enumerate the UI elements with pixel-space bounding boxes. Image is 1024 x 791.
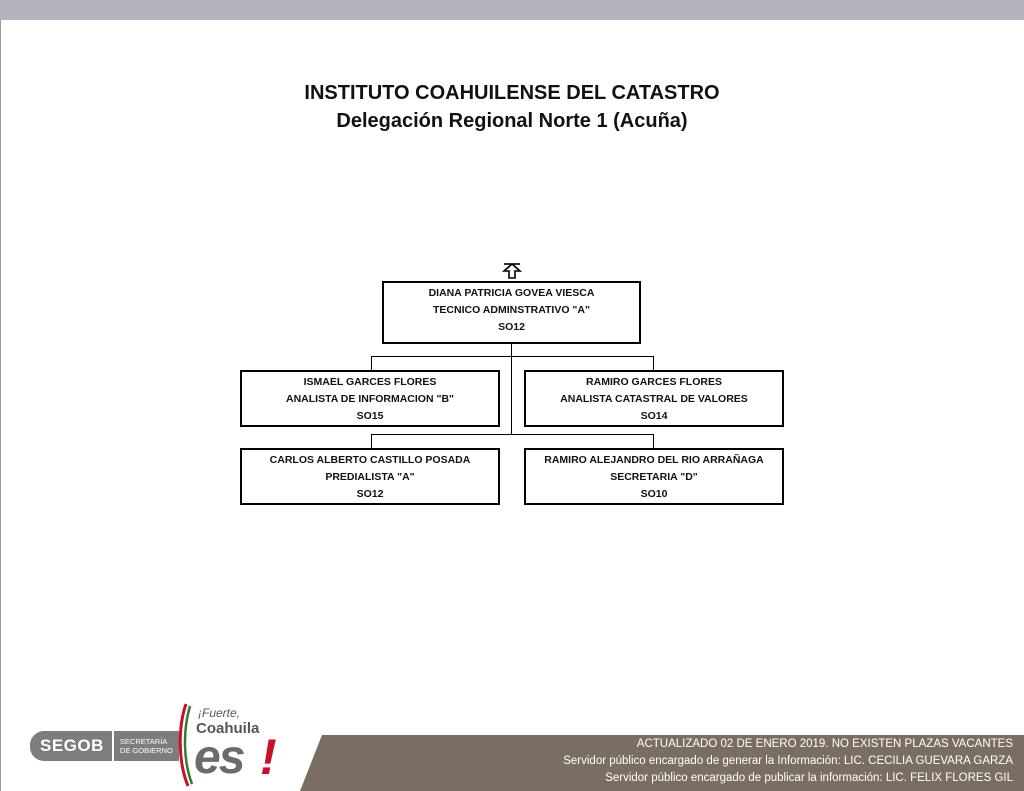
page-title: INSTITUTO COAHUILENSE DEL CATASTRO bbox=[304, 82, 720, 104]
org-box-ismael[interactable] bbox=[240, 370, 500, 427]
connector-row1-left bbox=[371, 356, 372, 371]
coahuila-name: Coahuila bbox=[196, 720, 260, 737]
top-bar bbox=[0, 0, 1024, 20]
segob-logo bbox=[30, 731, 179, 761]
org-box-carlos[interactable] bbox=[240, 448, 500, 505]
org-box-level: SO14 bbox=[640, 410, 668, 422]
org-box-name: CARLOS ALBERTO CASTILLO POSADA bbox=[269, 454, 471, 466]
org-box-ramiro-alejandro[interactable] bbox=[524, 448, 784, 505]
org-box-name: RAMIRO ALEJANDRO DEL RIO ARRAÑAGA bbox=[544, 454, 764, 466]
coahuila-exclamation: ! bbox=[260, 729, 277, 785]
page-subtitle: Delegación Regional Norte 1 (Acuña) bbox=[336, 110, 688, 132]
connector-row1-right bbox=[653, 356, 654, 371]
org-box-level: SO12 bbox=[356, 488, 384, 500]
org-box-name: RAMIRO GARCES FLORES bbox=[586, 376, 722, 388]
org-box-role: TECNICO ADMINSTRATIVO "A" bbox=[433, 304, 590, 316]
segob-logo-main: SEGOB bbox=[30, 731, 112, 761]
footer-generator: Servidor público encargado de generar la Información: LIC. CECILIA GUEVARA GARZA bbox=[563, 755, 1013, 767]
org-box-role: PREDIALISTA "A" bbox=[325, 471, 415, 483]
left-border bbox=[0, 20, 1, 791]
footer-publisher: Servidor público encargado de publicar la información: LIC. FELIX FLORES GIL bbox=[605, 772, 1013, 784]
org-box-head[interactable] bbox=[382, 281, 641, 344]
org-box-name: DIANA PATRICIA GOVEA VIESCA bbox=[428, 287, 595, 299]
org-box-ramiro-garces[interactable] bbox=[524, 370, 784, 427]
up-arrow-icon[interactable] bbox=[502, 262, 522, 280]
connector-row2-horizontal bbox=[371, 434, 654, 435]
coahuila-slogan: ¡Fuerte, bbox=[198, 706, 241, 720]
connector-row2-right bbox=[653, 434, 654, 449]
footer-info bbox=[563, 735, 1013, 787]
coahuila-swoosh-icon bbox=[176, 702, 196, 788]
org-box-level: SO15 bbox=[356, 410, 384, 422]
org-box-level: SO12 bbox=[498, 321, 525, 333]
footer-updated: ACTUALIZADO 02 DE ENERO 2019. NO EXISTEN PLAZAS VACANTES bbox=[636, 738, 1013, 750]
org-box-name: ISMAEL GARCES FLORES bbox=[303, 376, 437, 388]
connector-row1-horizontal bbox=[371, 356, 654, 357]
connector-row2-left bbox=[371, 434, 372, 449]
org-box-level: SO10 bbox=[640, 488, 668, 500]
coahuila-es: es bbox=[194, 731, 244, 784]
org-box-role: ANALISTA CATASTRAL DE VALORES bbox=[560, 393, 748, 405]
org-box-role: SECRETARIA "D" bbox=[610, 471, 698, 483]
org-box-role: ANALISTA DE INFORMACION "B" bbox=[285, 393, 455, 405]
segob-logo-sub: SECRETARÍA DE GOBIERNO bbox=[112, 731, 179, 761]
coahuila-logo bbox=[176, 702, 288, 788]
